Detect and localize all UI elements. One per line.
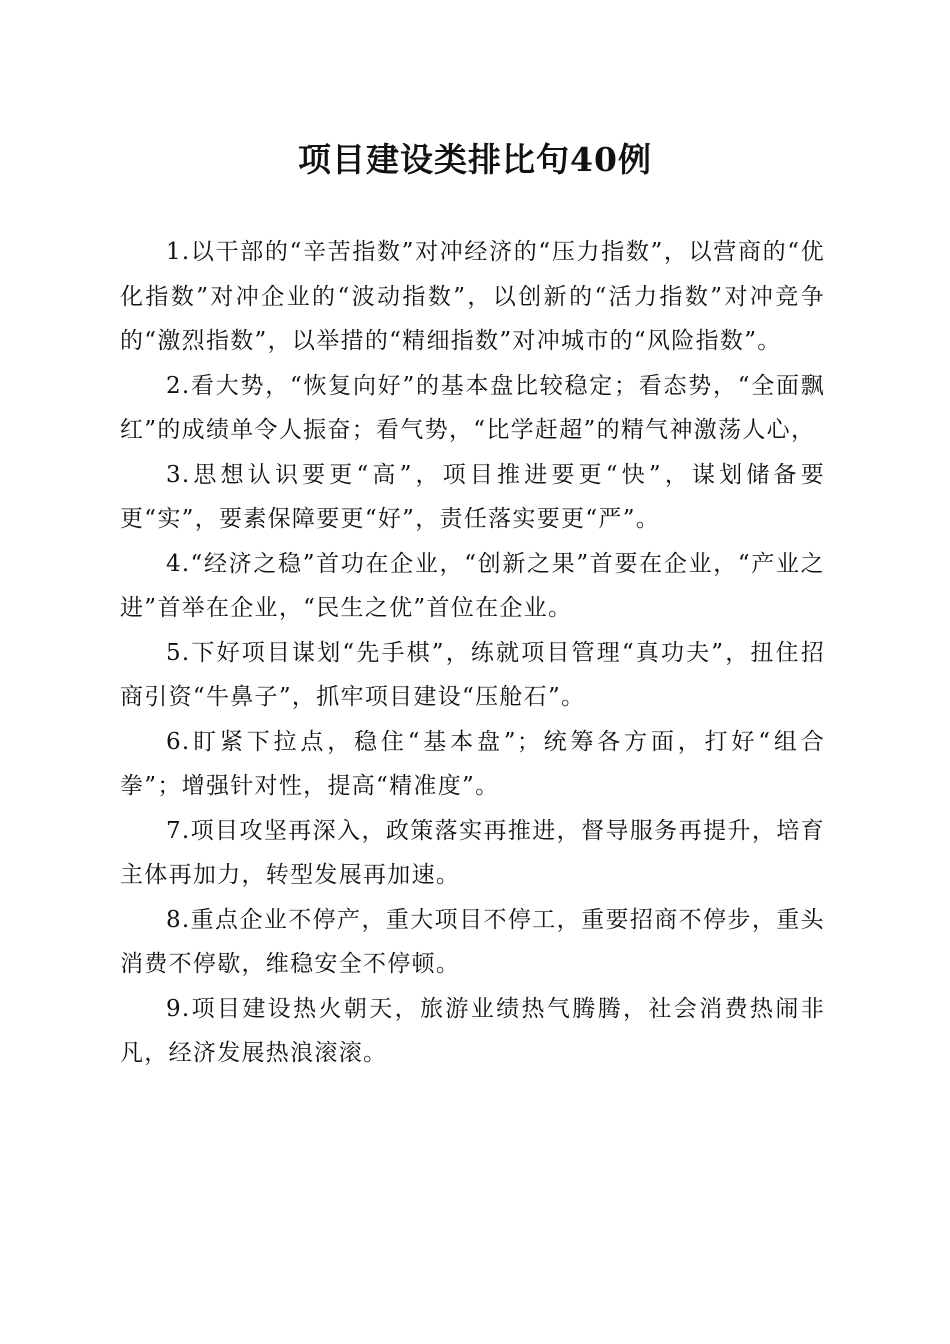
paragraph-6: 6.盯紧下拉点，稳住“基本盘”；统筹各方面，打好“组合拳”；增强针对性，提高“精准度”。 bbox=[120, 728, 825, 799]
paragraph-9: 9.项目建设热火朝天，旅游业绩热气腾腾，社会消费热闹非凡，经济发展热浪滚滚。 bbox=[120, 995, 825, 1066]
document-body bbox=[120, 230, 825, 1076]
paragraph-8: 8.重点企业不停产，重大项目不停工，重要招商不停步，重头消费不停歇，维稳安全不停顿。 bbox=[120, 906, 825, 977]
paragraph-2: 2.看大势，“恢复向好”的基本盘比较稳定；看态势，“全面飘红”的成绩单令人振奋；看气势，“比学赶超”的精气神激荡人心， bbox=[120, 372, 825, 443]
paragraph-4: 4.“经济之稳”首功在企业，“创新之果”首要在企业，“产业之进”首举在企业，“民生之优”首位在企业。 bbox=[120, 550, 825, 621]
paragraph-5: 5.下好项目谋划“先手棋”，练就项目管理“真功夫”，扭住招商引资“牛鼻子”，抓牢项目建设“压舱石”。 bbox=[120, 639, 825, 710]
paragraph-3: 3.思想认识要更“高”，项目推进要更“快”，谋划储备要更“实”，要素保障要更“好”，责任落实要更“严”。 bbox=[120, 461, 825, 532]
document-title: 项目建设类排比句40例 bbox=[298, 140, 652, 179]
paragraph-7: 7.项目攻坚再深入，政策落实再推进，督导服务再提升，培育主体再加力，转型发展再加速。 bbox=[120, 817, 825, 888]
paragraph-1: 1.以干部的“辛苦指数”对冲经济的“压力指数”，以营商的“优化指数”对冲企业的“波动指数”，以创新的“活力指数”对冲竞争的“激烈指数”，以举措的“精细指数”对冲城市的“风险指数”。 bbox=[120, 239, 825, 354]
